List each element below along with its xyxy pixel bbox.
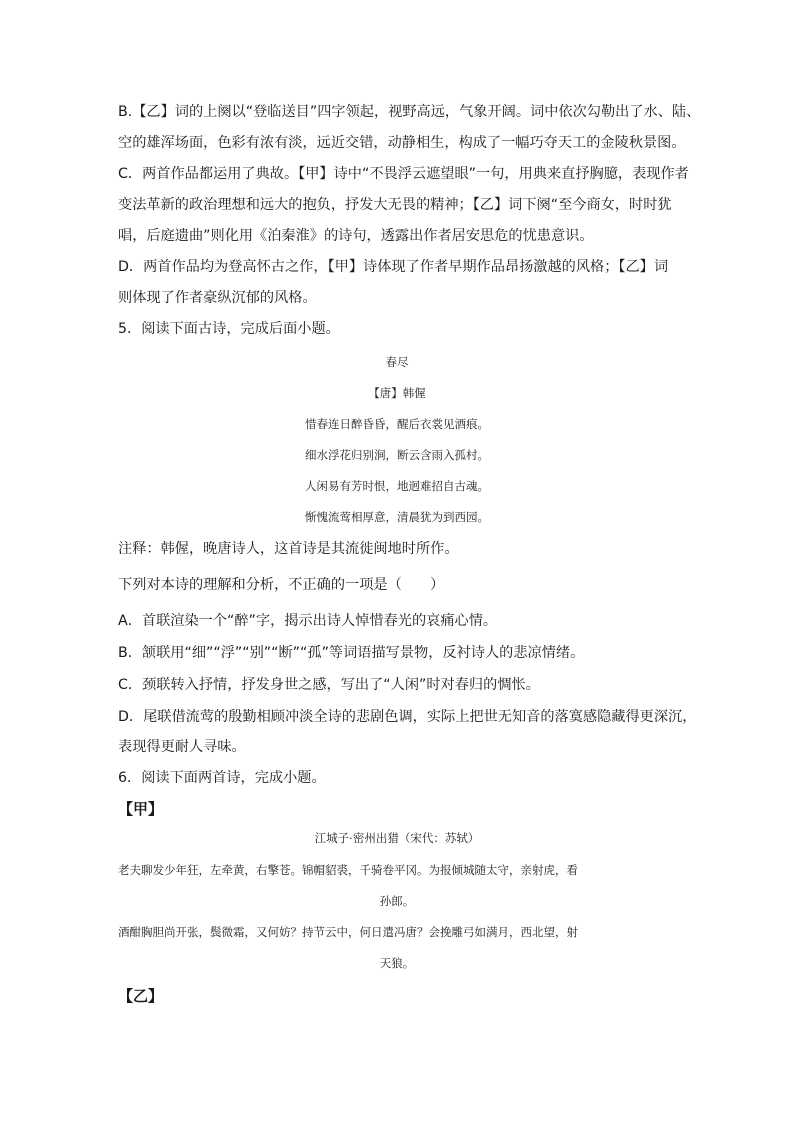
q4-option-b-line2: 空的雄浑场面，色彩有浓有淡，远近交错，动静相生，构成了一幅巧夺天工的金陵秋景图。: [118, 135, 686, 151]
ci-line-4: 天狼。: [379, 956, 415, 970]
ci-line-2: 孙郎。: [379, 894, 415, 908]
poem-title: 春尽: [385, 355, 409, 369]
q4-option-d-line2: 则体现了作者豪纵沉郁的风格。: [118, 290, 317, 306]
poem-line-1: 惜春连日醉昏昏，醒后衣裳见酒痕。: [305, 417, 489, 431]
q4-option-c-line2: 变法革新的政治理想和远大的抱负，抒发大无畏的精神；【乙】词下阕“至今商女，时时犹: [118, 197, 672, 213]
poem-line-3: 人闲易有芳时恨，地迥难招自古魂。: [305, 479, 489, 493]
poem-author: 【唐】韩偓: [368, 386, 426, 400]
ci-title: 江城子·密州出猎（宋代：苏轼）: [314, 831, 480, 845]
q5-option-a: A．首联渲染一个“醉”字，揭示出诗人悼惜春光的哀痛心情。: [118, 613, 498, 629]
q5-note: 注释：韩偓，晚唐诗人，这首诗是其流徙闽地时所作。: [118, 541, 459, 557]
q5-option-b: B．颔联用“细”“浮”“别”“断”“孤”等词语描写景物，反衬诗人的悲凉情绪。: [118, 645, 585, 661]
q4-option-c-line3: 唱，后庭遗曲”则化用《泊秦淮》的诗句，透露出作者居安思危的忧患意识。: [118, 228, 594, 244]
q6-jia-label: 【甲】: [118, 800, 164, 818]
q6-yi-label: 【乙】: [118, 987, 164, 1005]
poem-line-4: 惭愧流莺相厚意，清晨犹为到西园。: [305, 510, 489, 524]
q6-stem: 6．阅读下面两首诗，完成小题。: [118, 770, 326, 786]
q5-option-c: C．颈联转入抒情，抒发身世之感，写出了“人闲”时对春归的惆怅。: [118, 677, 540, 693]
q5-option-d-line2: 表现得更耐人寻味。: [118, 739, 246, 755]
q4-option-c-line1: C．两首作品都运用了典故。【甲】诗中“不畏浮云遮望眼”一句，用典来直抒胸臆，表现作者: [118, 166, 689, 182]
poem-line-2: 细水浮花归别涧，断云含雨入孤村。: [305, 448, 489, 462]
q4-option-b-line1: B.【乙】词的上阕以“登临送目”四字领起，视野高远，气象开阔。词中依次勾勒出了水、陆、: [118, 104, 701, 120]
q5-question: 下列对本诗的理解和分析，不正确的一项是（ ）: [118, 577, 445, 593]
q5-option-d-line1: D．尾联借流莺的殷勤相顾冲淡全诗的悲剧色调，实际上把世无知音的落寞感隐藏得更深沉，: [118, 709, 697, 725]
q4-option-d-line1: D．两首作品均为登高怀古之作，【甲】诗体现了作者早期作品昂扬激越的风格；【乙】词: [118, 259, 669, 275]
q5-stem: 5．阅读下面古诗，完成后面小题。: [118, 321, 340, 337]
ci-line-3: 酒酣胸胆尚开张，鬓微霜，又何妨？持节云中，何日遣冯唐？会挽雕弓如满月，西北望，射: [118, 925, 578, 939]
ci-line-1: 老夫聊发少年狂，左牵黄，右擎苍。锦帽貂裘，千骑卷平冈。为报倾城随太守，亲射虎，看: [118, 863, 578, 877]
